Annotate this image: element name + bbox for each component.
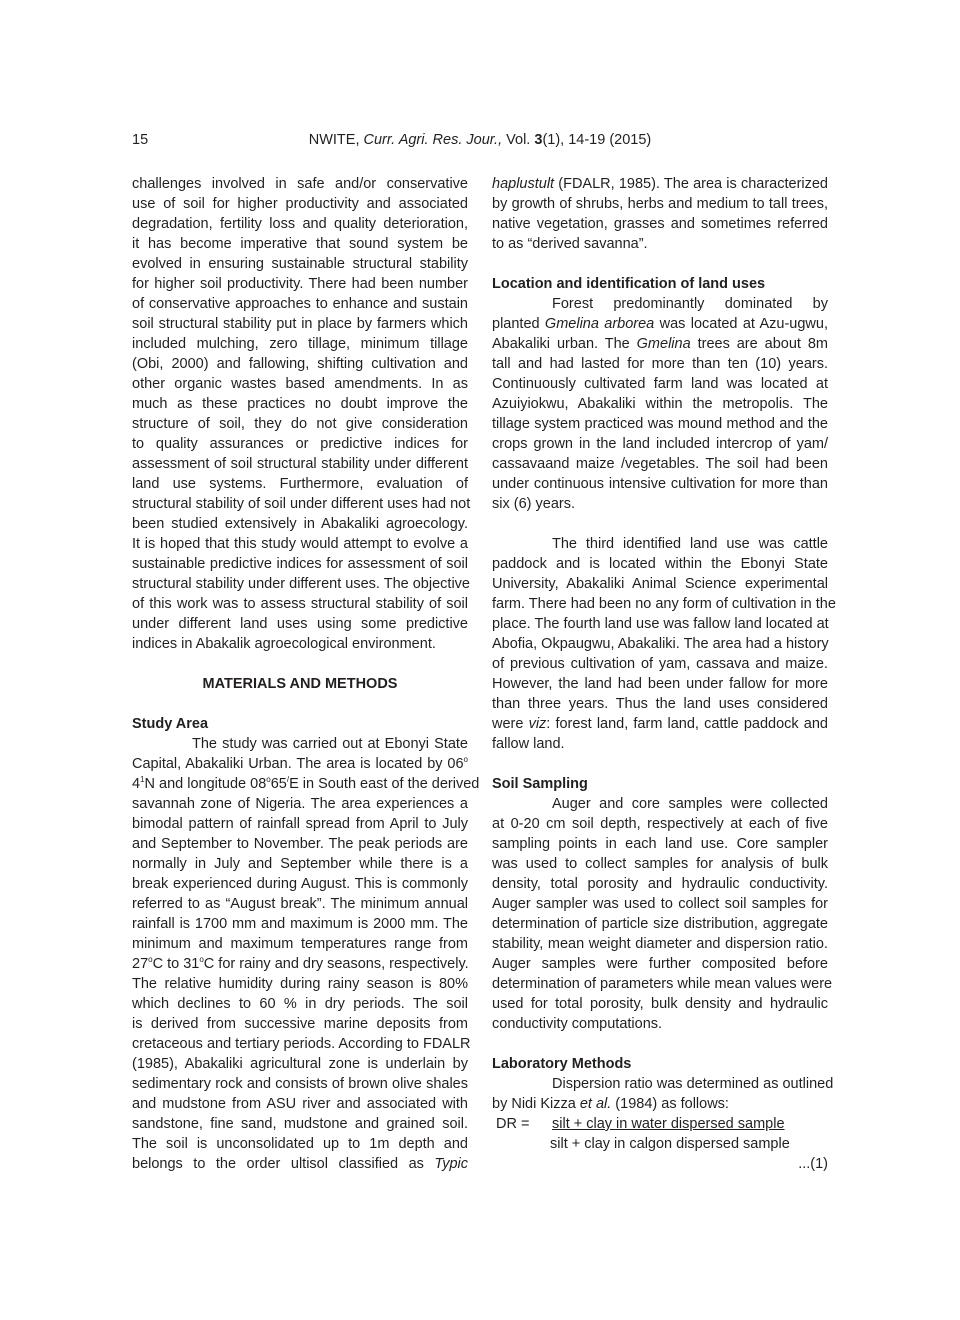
text-line (492, 354, 828, 374)
text-line (132, 214, 468, 234)
text-line (492, 654, 828, 674)
text-run: than three years. Thus the land uses considered (492, 696, 828, 712)
text-run: savannah zone of Nigeria. The area experiences a (132, 796, 468, 812)
text-run: (FDALR, 1985). The area is characterized (554, 176, 828, 192)
text-run: density, total porosity and hydraulic conductivity. (492, 876, 828, 892)
text-line (492, 194, 828, 214)
text-line (492, 314, 828, 334)
text-line (492, 474, 828, 494)
text-run: evolved in ensuring sustainable structural stability (132, 256, 468, 272)
text-line (492, 434, 828, 454)
text-run: included mulching, zero tillage, minimum tillage (132, 336, 468, 352)
text-run: However, the land had been under fallow for more (492, 676, 828, 692)
bold-run: 3 (534, 132, 543, 148)
text-run: of this work was to assess structural stability of soil (132, 596, 468, 612)
paragraph-last-line (492, 494, 828, 514)
text-run: by Nidi Kizza (492, 1096, 580, 1112)
text-line (132, 534, 468, 554)
text-line (132, 854, 468, 874)
text-line (132, 874, 468, 894)
paragraph-first-line (492, 794, 828, 814)
text-line (132, 414, 468, 434)
text-run: ...(1) (798, 1156, 828, 1172)
text-line (492, 854, 828, 874)
text-line (132, 834, 468, 854)
text-run: It is hoped that this study would attempt to evolve a (132, 536, 468, 552)
text-line (132, 894, 468, 914)
text-line (492, 674, 828, 694)
text-run: sampling points in each land use. Core sampler (492, 836, 828, 852)
text-line (132, 334, 468, 354)
text-line (132, 394, 468, 414)
text-run: silt + clay in calgon dispersed sample (550, 1136, 790, 1152)
text-line (492, 454, 828, 474)
text-line (132, 354, 468, 374)
paragraph-first-line (492, 294, 828, 314)
text-run: N and longitude 08 (144, 776, 267, 792)
text-run: belongs to the order ultisol classified as (132, 1156, 435, 1172)
text-run: been studied extensively in Abakaliki agroecology. (132, 516, 468, 532)
text-run: Auger and core samples were collected (552, 796, 828, 812)
text-line (492, 414, 828, 434)
text-run: six (6) years. (492, 496, 575, 512)
text-run: rainfall is 1700 mm and maximum is 2000 mm. The (132, 916, 468, 932)
superscript: o (199, 955, 204, 965)
text-line (492, 874, 828, 894)
text-line (132, 234, 468, 254)
text-line (132, 1014, 468, 1034)
text-run: stability, mean weight diameter and dispersion ratio. (492, 936, 828, 952)
subsection-heading (132, 714, 468, 734)
text-run: it has become imperative that sound system be (132, 236, 468, 252)
text-run: fallow land. (492, 736, 565, 752)
italic-run: Gmelina arborea (544, 316, 655, 332)
text-run: University, Abakaliki Animal Science experimental (492, 576, 828, 592)
text-line (132, 774, 480, 794)
text-line (492, 894, 828, 914)
text-run: were (492, 716, 529, 732)
text-run: challenges involved in safe and/or conservative (132, 176, 468, 192)
text-run: structural stability under different uses. The objective (132, 576, 470, 592)
text-line (132, 434, 468, 454)
paragraph-first-line (492, 1074, 834, 1094)
text-line (132, 994, 468, 1014)
text-line (492, 814, 828, 834)
text-run: sustainable predictive indices for assessment of soil (132, 556, 468, 572)
text-line (132, 254, 468, 274)
text-line (492, 694, 828, 714)
text-run: Vol. (502, 132, 535, 148)
text-run: for higher soil productivity. There had been number (132, 276, 468, 292)
text-line (132, 194, 468, 214)
text-run: assessment of soil structural stability under different (132, 456, 468, 472)
text-run: Laboratory Methods (492, 1056, 632, 1072)
text-run: soil structural stability put in place by farmers which (132, 316, 468, 332)
text-run: E in South east of the derived (289, 776, 480, 792)
text-run: which declines to 60 % in dry periods. The soil (132, 996, 468, 1012)
text-run: The study was carried out at Ebonyi State (192, 736, 468, 752)
text-run: at 0-20 cm soil depth, respectively at each of five (492, 816, 828, 832)
text-run: Continuously cultivated farm land was located at (492, 376, 828, 392)
text-line (132, 614, 468, 634)
text-line (132, 314, 468, 334)
text-run: planted (492, 316, 545, 332)
superscript: o (463, 755, 468, 765)
text-line (132, 974, 468, 994)
text-line (492, 974, 833, 994)
text-line (132, 1134, 468, 1154)
paragraph-last-line (492, 1014, 828, 1034)
text-run: Auger samples were further composited before (492, 956, 828, 972)
paragraph-first-line (492, 534, 828, 554)
text-run: Soil Sampling (492, 776, 588, 792)
superscript: 1 (140, 775, 145, 785)
text-run: 27 (132, 956, 149, 972)
blank-line (132, 654, 468, 674)
text-line (492, 934, 828, 954)
subsection-heading (492, 1054, 828, 1074)
text-run: Study Area (132, 716, 209, 732)
page-number: 15 (132, 132, 149, 148)
text-run: determination of parameters while mean values were (492, 976, 833, 992)
text-run: used for total porosity, bulk density and hydraulic (492, 996, 828, 1012)
superscript: / (286, 775, 290, 785)
text-run: of conservative approaches to enhance and sustain (132, 296, 468, 312)
text-run: Abakaliki urban. The (492, 336, 637, 352)
text-line (132, 174, 468, 194)
text-line (132, 794, 468, 814)
text-run: to as “derived savanna”. (492, 236, 648, 252)
text-line (132, 494, 471, 514)
text-run: minimum and maximum temperatures range from (132, 936, 468, 952)
text-run: under different land uses using some predictive (132, 616, 468, 632)
text-run: The relative humidity during rainy season is 80% (132, 976, 468, 992)
text-run: MATERIALS AND METHODS (202, 676, 398, 692)
text-line (492, 634, 828, 654)
text-run: was used to collect samples for analysis of bulk (492, 856, 828, 872)
blank-line (492, 754, 828, 774)
text-line (132, 1114, 468, 1134)
text-run: other organic wastes based amendments. In as (132, 376, 468, 392)
equation-label: DR = (496, 1116, 530, 1132)
text-run: : forest land, farm land, cattle paddock and (546, 716, 828, 732)
text-run: paddock and is located within the Ebonyi State (492, 556, 828, 572)
right-column (492, 174, 836, 1174)
underlined-run: silt + clay in water dispersed sample (552, 1116, 785, 1132)
italic-run: Gmelina (636, 336, 691, 352)
text-run: cassavaand maize /vegetables. The soil had been (492, 456, 828, 472)
blank-line (492, 1034, 828, 1054)
text-run: Dispersion ratio was determined as outlined (552, 1076, 834, 1092)
text-line (132, 594, 468, 614)
text-run: structural stability of soil under different uses had not (132, 496, 471, 512)
text-run: is derived from successive marine deposits from (132, 1016, 468, 1032)
blank-line (492, 514, 828, 534)
paragraph-first-line (132, 734, 468, 754)
text-run: (1985), Abakaliki agricultural zone is underlain by (132, 1056, 468, 1072)
text-line (132, 1054, 468, 1074)
text-line (492, 614, 828, 634)
text-line (132, 754, 468, 774)
running-head (0, 130, 960, 150)
text-run: The third identified land use was cattle (552, 536, 828, 552)
text-run: normally in July and September while there is a (132, 856, 468, 872)
text-run: Location and identification of land uses (492, 276, 766, 292)
italic-run: haplustult (492, 176, 555, 192)
text-run: was located at Azu-ugwu, (654, 316, 828, 332)
text-run: sandstone, fine sand, mudstone and grained soil. (132, 1116, 468, 1132)
text-run: Capital, Abakaliki Urban. The area is located by 06 (132, 756, 464, 772)
text-run: tall and had lasted for more than ten (10) years. (492, 356, 828, 372)
text-run: tillage system practiced was mound method and the (492, 416, 828, 432)
paragraph-last-line (492, 734, 828, 754)
text-line (132, 574, 468, 594)
text-run: native vegetation, grasses and sometimes referred (492, 216, 828, 232)
text-run: indices in Abakalik agroecological environment. (132, 636, 436, 652)
text-line (492, 574, 828, 594)
text-line (132, 1094, 468, 1114)
text-line (132, 554, 468, 574)
paragraph-last-line (492, 1094, 828, 1114)
text-run: C for rainy and dry seasons, respectively. (203, 956, 469, 972)
text-run: bimodal pattern of rainfall spread from April to July (132, 816, 468, 832)
text-run: cretaceous and tertiary periods. According to FDALR (132, 1036, 471, 1052)
text-line (492, 834, 828, 854)
text-run: Abofia, Okpaugwu, Abakaliki. The area had a history (492, 636, 829, 652)
text-line (492, 714, 828, 734)
text-run: 65 (270, 776, 287, 792)
text-line (492, 594, 836, 614)
text-run: and mudstone from ASU river and associated with (132, 1096, 468, 1112)
text-line (492, 914, 828, 934)
text-line (492, 394, 828, 414)
text-line (132, 374, 468, 394)
italic-run: viz (528, 716, 547, 732)
equation-denominator (492, 1134, 828, 1154)
text-run: place. The fourth land use was fallow land located at (492, 616, 829, 632)
text-run: sedimentary rock and consists of brown olive shales (132, 1076, 468, 1092)
italic-run: et al. (579, 1096, 612, 1112)
text-line (132, 514, 468, 534)
blank-line (132, 694, 468, 714)
text-line (492, 994, 828, 1014)
text-run: farm. There had been no any form of cultivation in the (492, 596, 836, 612)
subsection-heading (492, 774, 828, 794)
text-run: (1984) as follows: (611, 1096, 729, 1112)
equation-numerator (492, 1114, 828, 1134)
text-run: of previous cultivation of yam, cassava and maize. (492, 656, 828, 672)
text-line (492, 554, 828, 574)
blank-line (492, 254, 828, 274)
text-run: break experienced during August. This is commonly (132, 876, 468, 892)
text-run: Azuiyiokwu, Abakaliki within the metropolis. The (492, 396, 828, 412)
superscript: o (148, 955, 153, 965)
text-run: C to 31 (152, 956, 200, 972)
text-line (492, 334, 828, 354)
text-run: conductivity computations. (492, 1016, 663, 1032)
text-run: crops grown in the land included intercrop of yam/ (492, 436, 828, 452)
text-line (492, 214, 828, 234)
text-line (132, 474, 468, 494)
text-run: land use systems. Furthermore, evaluation of (132, 476, 468, 492)
text-line (132, 934, 468, 954)
text-run: Forest predominantly dominated by (552, 296, 828, 312)
text-line (132, 294, 468, 314)
text-run: referred to as “August break”. The minimum annual (132, 896, 468, 912)
left-column (132, 174, 480, 1174)
paragraph-last-line (492, 234, 828, 254)
text-run: and September to November. The peak periods are (132, 836, 468, 852)
text-line (132, 1074, 468, 1094)
text-line (132, 1034, 471, 1054)
text-run: Auger sampler was used to collect soil samples for (492, 896, 828, 912)
text-run: (Obi, 2000) and fallowing, shifting cultivation and (132, 356, 468, 372)
text-run: (1), 14-19 (2015) (542, 132, 652, 148)
text-run: The soil is unconsolidated up to 1m depth and (132, 1136, 468, 1152)
italic-run: Curr. Agri. Res. Jour., (363, 132, 503, 148)
text-run: structure of soil, they do not give consideration (132, 416, 468, 432)
text-line (132, 1154, 468, 1174)
text-line (492, 954, 828, 974)
equation-number (492, 1154, 828, 1174)
text-run: trees are about 8m (690, 336, 828, 352)
text-run: 4 (132, 776, 141, 792)
subsection-heading (492, 274, 828, 294)
text-line (132, 914, 468, 934)
section-heading (132, 674, 468, 694)
text-run: to quality assurances or predictive indices for (132, 436, 468, 452)
text-run: degradation, fertility loss and quality deterioration, (132, 216, 468, 232)
text-run: use of soil for higher productivity and associated (132, 196, 468, 212)
paragraph-last-line (132, 634, 468, 654)
text-line (132, 454, 468, 474)
text-run: under continuous intensive cultivation for more than (492, 476, 828, 492)
text-line (132, 814, 468, 834)
text-line (492, 374, 828, 394)
text-run: NWITE, (308, 132, 364, 148)
text-line (492, 174, 828, 194)
text-run: determination of particle size distribution, aggregate (492, 916, 828, 932)
text-run: much as these practices no doubt improve the (132, 396, 468, 412)
text-line (132, 954, 468, 974)
text-line (132, 274, 468, 294)
text-run: by growth of shrubs, herbs and medium to tall trees, (492, 196, 828, 212)
superscript: o (266, 775, 271, 785)
italic-run: Typic (434, 1156, 468, 1172)
